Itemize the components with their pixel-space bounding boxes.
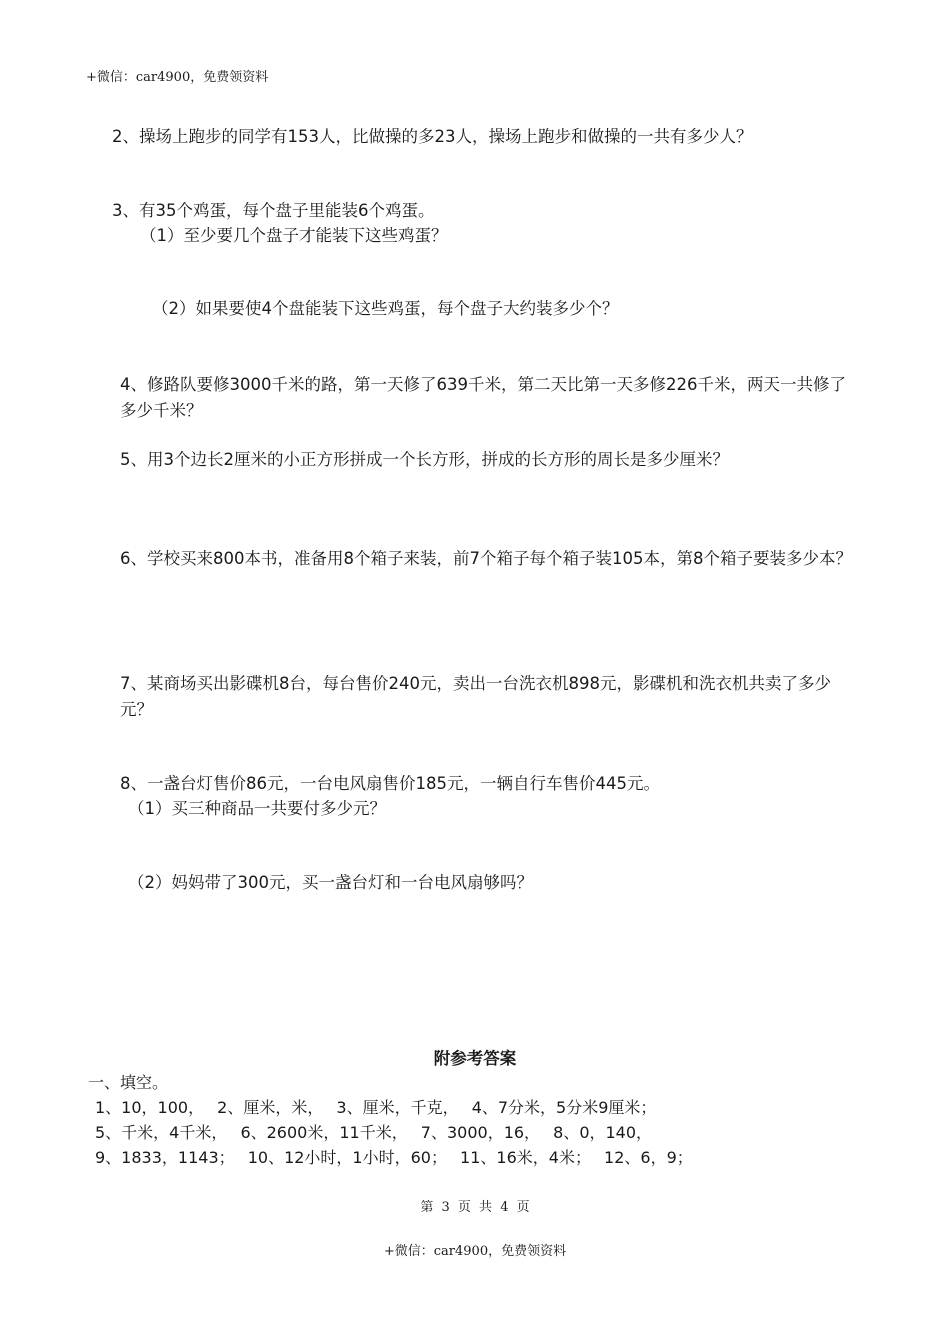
question-5: 5、用3个边长2厘米的小正方形拼成一个长方形，拼成的长方形的周长是多少厘米？ <box>120 450 729 469</box>
question-4: 4、修路队要修3000千米的路，第一天修了639千米，第二天比第一天多修226千米，两天一共修了多少千米？ <box>120 375 846 420</box>
question-7: 7、某商场买出影碟机8台，每台售价240元，卖出一台洗衣机898元，影碟机和洗衣机共卖了多少元？ <box>120 674 831 719</box>
header-note: +微信：car4900，免费领资料 <box>86 70 269 85</box>
footer-note: +微信：car4900，免费领资料 <box>383 1244 567 1259</box>
question-8-part-2: （2）妈妈带了300元，买一盏台灯和一台电风扇够吗？ <box>128 873 533 892</box>
page-number: 第 3 页 共 4 页 <box>420 1200 530 1215</box>
question-8: 8、一盏台灯售价86元，一台电风扇售价185元，一辆自行车售价445元。 <box>120 774 660 793</box>
question-8-part-1: （1）买三种商品一共要付多少元？ <box>128 799 386 818</box>
answer-title: 附参考答案 <box>433 1049 517 1068</box>
question-6: 6、学校买来800本书，准备用8个箱子来装，前7个箱子每个箱子装105本，第8个箱子要装多少本？ <box>120 549 852 568</box>
question-2: 2、操场上跑步的同学有153人，比做操的多23人，操场上跑步和做操的一共有多少人？ <box>112 127 753 146</box>
answer-line: 1、10，100， 2、厘米，米， 3、厘米，千克， 4、7分米，5分米9厘米； <box>95 1098 657 1117</box>
question-3: 3、有35个鸡蛋，每个盘子里能装6个鸡蛋。 <box>112 201 435 220</box>
question-3-part-2: （2）如果要使4个盘能装下这些鸡蛋，每个盘子大约装多少个？ <box>152 299 619 318</box>
question-3-part-1: （1）至少要几个盘子才能装下这些鸡蛋？ <box>140 226 448 245</box>
answer-line: 9、1833，1143； 10、12小时，1小时，60； 11、16米，4米； 12、6，9； <box>95 1148 693 1167</box>
answer-line: 5、千米，4千米， 6、2600米，11千米， 7、3000，16， 8、0，140， <box>95 1123 653 1142</box>
answer-section-heading: 一、填空。 <box>88 1073 169 1092</box>
